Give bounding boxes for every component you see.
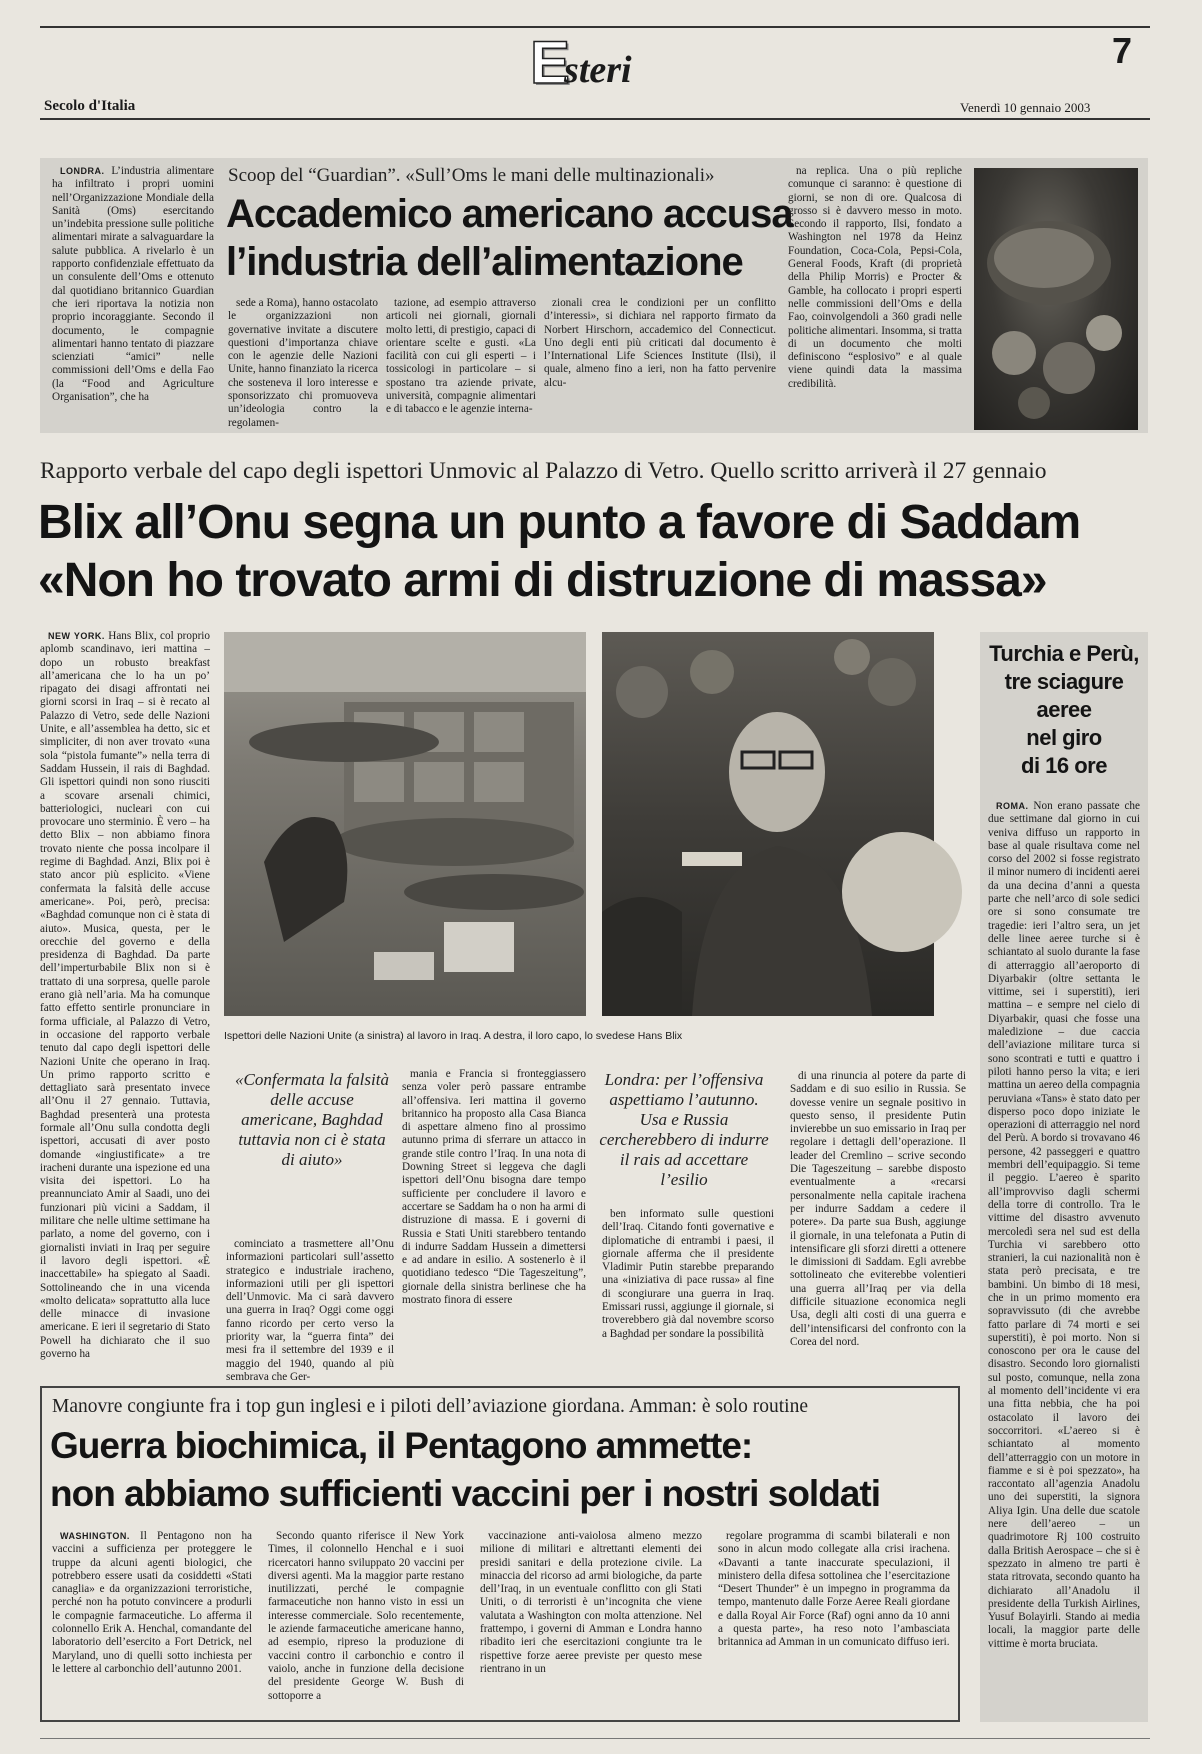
article2-col2 [226,1238,394,1383]
article3-col2 [268,1530,464,1714]
article1-headline [226,190,793,286]
sidebar-headline [980,640,1148,780]
article1-col5-text: na replica. Una o più repliche comunque ci saranno: è questione di giorni, se non di ore. Qualcosa di grosso si è davvero messo in moto. Secondo il rapporto, Ilsi, fondato a Washington nel 1978 da Heinz Foundation, Coca-Cola, Pepsi-Cola, General Foods, Kraft (di proprietà della Philip Morris) e Procter & Gamble, ha collocato i propri esperti nelle commissioni dell’Oms e della Fao, coinvolgendoli a 360 gradi nelle politiche alimentari. Insomma, si tratta di un documento che molti definiscono “esplosivo” e al quale viene quindi data la massima credibilità. [788,165,962,390]
article1-col1 [52,165,214,427]
sidebar-headline-line4: nel giro [1026,725,1102,750]
article2-kicker: Rapporto verbale del capo degli ispettori Unmovic al Palazzo di Vetro. Quello scritto arriverà il 27 gennaio [40,458,1047,484]
article3-headline-line2: non abbiamo sufficienti vaccini per i nostri soldati [50,1473,880,1514]
article3-col3-text: vaccinazione anti-vaiolosa almeno mezzo milione di militari e altrettanti elementi dei presidi sanitari e della protezione civile. La minaccia del ricorso ad armi biologiche, da parte dell’Iraq, in un eventuale conflitto con gli Stati Uniti, o di terroristi è un’incognita che viene valutata a Washington con molta attenzione. Nel frattempo, i governi di Amman e Londra hanno ribadito ieri che esercitazioni congiunte tra le rispettive forze aeree previste per questo mese rientrano in un [480,1530,702,1675]
article1-col2 [228,297,378,427]
article1-headline-line2: l’industria dell’alimentazione [226,240,743,284]
masthead-rule-bottom [40,118,1150,120]
article2-pullquote-2: Londra: per l’offensiva aspettiamo l’autunno. Usa e Russia cercherebbero di indurre il rais ad accettare l’esilio [599,1070,769,1189]
article2-col4-text: ben informato sulle questioni dell’Iraq. Citando fonti governative e diplomatiche di entrambi i paesi, il giornale afferma che il presidente Vladimir Putin starebbe preparando una «iniziativa di pace russa» al fine di scongiurare una guerra in Iraq. Emissari russi, aggiunge il giornale, si troverebbero già dal novembre scorso a Baghdad per sondare la possibilità [602,1208,774,1340]
article1-col4-text: zionali crea le condizioni per un conflitto d’interessi», si dichiara nel rapporto firmato da Norbert Hirschorn, accademico del Connecticut. Uno degli enti più criticati dal documento è l’International Life Sciences Institute (Ilsi), il quale, almeno fino a ieri, non ha fatto pervenire alcu- [544,297,776,389]
article1-col3 [386,297,536,427]
blix-photo-illustration [602,632,934,1016]
inspectors-photo-illustration [224,632,586,1016]
article3-col1 [52,1530,252,1714]
article2-headline-line2: «Non ho trovato armi di distruzione di massa» [38,554,1047,607]
article2-col1-text: Hans Blix, col proprio aplomb scandinavo, ieri mattina – dopo un robusto breakfast all’americana che lo ha un po’ ripagato dei disagi affrontati nei giorni scorsi in Iraq – si è recato al Palazzo di Vetro, sede delle Nazioni Unite, e all’assemblea ha detto, sic et simpliciter, di non aver trovato «una sola “pistola fumante”» nella terra di Saddam Hussein, il rais di Baghdad. Gli ispettori quindi non sono riusciti a scovare arsenali chimici, batteriologici, nucleari con cui provocare uno sterminio. È vero – ha detto Blix – non abbiamo finora trovato niente che possa incolpare il regime di Baghdad. Anzi, Blix poi è stato ancor più esplicito. «Viene confermata la falsità delle accuse americane». Poi, però, precisa: «Baghdad comunque non ci è stata di aiuto». Musica, questa, per le orecchie del governo e della presidenza di Baghdad. Da parte dell’imperturbabile Blix non si è trattato di una sorpresa, quelle parole erano già nell’aria. Ma ha comunque fatto effetto sentirle pronunciare in forma ufficiale, al Palazzo di Vetro, in occasione del rapporto verbale tenuto dal capo degli ispettori delle Nazioni Unite che operano in Iraq. Un primo rapporto scritto e dettagliato sarà presentato invece all’Onu il 27 gennaio. Tuttavia, Baghdad presenterà una protesta formale all’Onu sulla condotta degli ispettori, accusati di aver posto domande «ingiustificate» a tre iracheni durante una ispezione ed una visita dei ispettori. Lo ha preannunciato Amir al Saadi, uno dei funzionari più vicini a Saddam, il militare che nelle ultime settimane ha parlato, a nome del governo, con i giornalisti inviati in Iraq per seguire il lavoro degli ispettori. «È inaccettabile» ha spiegato al Saadi. Sottolineando che in una vicenda «molto delicata» soprattutto alla luce delle minacce di invasione americane. E ieri il segretario di Stato Powell ha dichiarato che il suo governo ha [40,630,210,1361]
article2-col5 [790,1070,966,1362]
sidebar-body [988,800,1140,1710]
article3-col3 [480,1530,702,1714]
inspectors-photo [224,632,586,1016]
article1-dateline: LONDRA. [60,166,105,176]
masthead-rule-top [40,26,1150,28]
article2-headline [38,494,1080,610]
page-bottom-rule [40,1738,1150,1739]
issue-date: Venerdì 10 gennaio 2003 [960,100,1091,115]
sidebar-dateline: ROMA. [996,801,1029,811]
article1-col5 [788,165,962,427]
article2-headline-line1: Blix all’Onu segna un punto a favore di Saddam [38,496,1081,549]
article1-col4 [544,297,776,427]
section-name: steri [564,49,632,91]
food-photo [974,168,1138,430]
article1-col2-text: sede a Roma), hanno ostacolato le organizzazioni non governative invitate a discutere questioni d’importanza chiave con le agenzie delle Nazioni Unite, hanno finanziato la ricerca che sosteneva il loro interesse e sponsorizzato chi promuoveva un’ideologia contro la regolamen- [228,297,378,429]
article2-dateline: NEW YORK. [48,631,105,641]
sidebar-headline-line3: aeree [1036,697,1092,722]
sidebar-headline-line1: Turchia e Perù, [989,641,1139,666]
blix-photo [602,632,934,1016]
sidebar-headline-line5: di 16 ore [1021,753,1107,778]
article1-headline-line1: Accademico americano accusa [226,192,793,236]
article3-col4-text: regolare programma di scambi bilaterali e non sono in alcun modo collegate alla crisi irachena. «Davanti a tante inaccurate speculazioni, il ministero della difesa sottolinea che l’esercitazione “Desert Thunder” è un impegno in programma da tempo, mantenuto dalle Forze Aeree Reali giordane e dalla Royal Air Force (Raf) ogni anno da 10 anni a questa parte», ha reso noto l’ambasciata britannica ad Amman in un comunicato diffuso ieri. [718,1530,950,1649]
article2-col1 [40,630,210,1360]
article3-kicker: Manovre congiunte fra i top gun inglesi e i piloti dell’aviazione giordana. Amman: è solo routine [52,1396,808,1417]
article2-col2-text: cominciato a trasmettere all’Onu informazioni particolari sull’assetto strategico e industriale iracheno, informazioni utili per gli ispettori dell’Unmovic. Ma ci sarà davvero una guerra in Iraq? Oggi come oggi fanno ricordo per certo verso la priority war, la “guerra finta” dei mesi fra il settembre del 1939 e il maggio del 1940, quando al più sembrava che Ger- [226,1238,394,1383]
photo-caption: Ispettori delle Nazioni Unite (a sinistra) al lavoro in Iraq. A destra, il loro capo, lo svedese Hans Blix [224,1030,683,1042]
page-number: 7 [1112,30,1133,71]
article3-headline [50,1422,880,1518]
article3-col1-text: Il Pentagono non ha vaccini a sufficienza per proteggere le truppe da alcuni agenti biologici, che potrebbero essere usati da cosiddetti «Stati canaglia» e da organizzazioni terroristiche, perché non ha potuto convincere a produrli le compagnie farmaceutiche. Lo afferma il colonnello Erik A. Henchal, comandante del laboratorio dell’esercito a Fort Detrick, nel Maryland, uno di quelli sotto inchiesta per le lettere al carbonchio dell’autunno 2001. [52,1530,252,1675]
article1-col3-text: tazione, ad esempio attraverso articoli nei giornali, giornali molto letti, di prestigio, capaci di orientare scelte e gusti. «La facilità con cui gli esperti – i tossicologi in particolare – si spostano tra aziende private, università, compagnie alimentari e di tabacco e le agenzie interna- [386,297,536,416]
article2-pullquote-1: «Confermata la falsità delle accuse americane, Baghdad tuttavia non ci è stata di aiuto» [235,1070,389,1169]
article3-col4 [718,1530,950,1714]
food-photo-illustration [974,168,1138,430]
article2-col5-text: di una rinuncia al potere da parte di Saddam e di suo esilio in Russia. Se dovesse venire un segnale positivo in questo senso, il presidente Putin invierebbe un suo emissario in Iraq per regolare i dettagli dell’operazione. Il leader del Cremlino – scrive secondo Die Tageszeitung – sarebbe disposto eventualmente a «recarsi personalmente nella capitale irachena per indurre Saddam a cedere il potere». Da parte sua Bush, aggiunge il giornale, in una telefonata a Putin di intensificare gli sforzi diretti a ottenere le dimissioni di Saddam. Egli avrebbe sottolineato che eviterebbe volentieri una guerra all’Iraq per via della difficile situazione economica negli Usa, degli alti costi di una guerra e dell’intensificarsi del confronto con la Corea del nord. [790,1070,966,1348]
section-initial: E [530,29,571,96]
sidebar-headline-line2: tre sciagure [1004,669,1124,694]
article2-col3 [402,1068,586,1362]
paper-name: Secolo d'Italia [44,98,136,114]
article2-col3-text: mania e Francia si fronteggiassero senza voler però passare entrambe all’offensiva. Ieri mattina il governo britannico ha proposto alla Casa Bianca di aspettare almeno fino al prossimo autunno prima di sferrare un attacco in grande stile contro l’Iraq. In una nota di Downing Street si leggeva che dagli ispettori dell’Onu bisogna dare tempo sufficiente per concludere il lavoro e accertare se Saddam ha o non ha armi di distruzione di massa. E i governi di Russia e Stati Uniti starebbero tentando di indurre Saddam Hussein a dimettersi e ad andare in esilio. A sostenerlo è il quotidiano tedesco “Die Tageszeitung”, giornale della sinistra berlinese che ha mostrato finora di essere [402,1068,586,1307]
article3-col2-text: Secondo quanto riferisce il New York Times, il colonnello Henchal e i suoi ricercatori hanno sviluppato 20 vaccini per diversi agenti. Ma la maggior parte restano inutilizzati, perché le compagnie farmaceutiche non hanno visto in essi un interesse commerciale. Solo recentemente, le aziende farmaceutiche americane hanno, ad esempio, ripreso la produzione di vaccini contro il carbonchio e contro il vaiolo, anche in funzione della decisione del presidente George W. Bush di sottoporre a [268,1530,464,1702]
article1-col1-text: L’industria alimentare ha infiltrato i propri uomini nell’Organizzazione Mondiale della Sanità (Oms) esercitando un’indebita pressione sulle politiche alimentari mirate a salvaguardare la salute pubblica. A rivelarlo è un rapporto confidenziale effettuato da un consulente dell’Oms e ottenuto dal quotidiano britannico Guardian che ieri riportava la notizia non proprio incoraggiante. Secondo il documento, le compagnie alimentari hanno tentato di piazzare scienziati “amici” nelle commissioni dell’Oms e della Fao (la “Food and Agriculture Organisation”, che ha [52,165,215,404]
article2-col4 [602,1208,774,1362]
article3-dateline: WASHINGTON. [60,1531,130,1541]
section-title [530,29,632,96]
article3-headline-line1: Guerra biochimica, il Pentagono ammette: [50,1425,753,1466]
sidebar-body-text: Non erano passate che due settimane dal giorno in cui veniva diffuso un rapporto in base al quale risultava come nel corso del 2002 si fosse registrato il minor numero di incidenti aerei da una decina d’anni a questa parte che nell’arco di sole sedici ore si sono consumate tre tragedie: ieri l’altro sera, un jet delle linee aeree turche si è schiantato al suolo durante la fase di atterraggio all’aeroporto di Diyarbakir (oltre settanta le vittime, sei i superstiti), ieri mattina – e sempre nel cielo di Diyarbakir, quasi che fosse una maledizione – due caccia dell’aviazione militare turca si sono scontrati e tutti e quattro i piloti hanno perso la vita; e ieri mattina un aereo della compagnia peruviana «Tans» è stato dato per disperso poco dopo iniziate le operazioni di atterraggio nel nord del Perù. A bordo si trovavano 46 persone, 42 passeggeri e quattro membri dell’equipaggio. Si teme il peggio. L’aereo è sparito all’improvviso dagli schermi della torre di controllo. Tra le vittime del disastro avvenuto mercoledì sera nel sud est della Turchia vi sarebbero otto stranieri, la cui nazionalità non è stata però precisata, e tre bambini. Un bimbo di 18 mesi, che in un primo momento era sopravvissuto (di che avrebbe fatto parlare di 74 morti e sei superstiti), è poi morto. Non si conoscono per ora le cause del disastro. Secondo loro giornalisti sul posto, comunque, nella zona al momento dell’incidente vi era una fitta nebbia, che ha poi ostacolato il lavoro dei soccorritori. «L’aereo si è schiantato al momento dell’atterraggio con un motore in fiamme e si è poi spezzato», ha raccontato all’agenzia Anadolu uno dei superstiti, la signora Aliya Igin. Una delle due scatole nere dell’aereo – un quadrimotore Rj 100 costruito dalla British Aerospace – che si è spezzato in almeno tre parti è stata ritrovata, secondo quanto ha dichiarato all’Anadolu il presidente della Turkish Airlines, Yusuf Bolayirli. Stando ai media locali, la maggior parte delle vittime è morta bruciata. [988,800,1140,1650]
article1-kicker: Scoop del “Guardian”. «Sull’Oms le mani delle multinazionali» [228,165,715,186]
